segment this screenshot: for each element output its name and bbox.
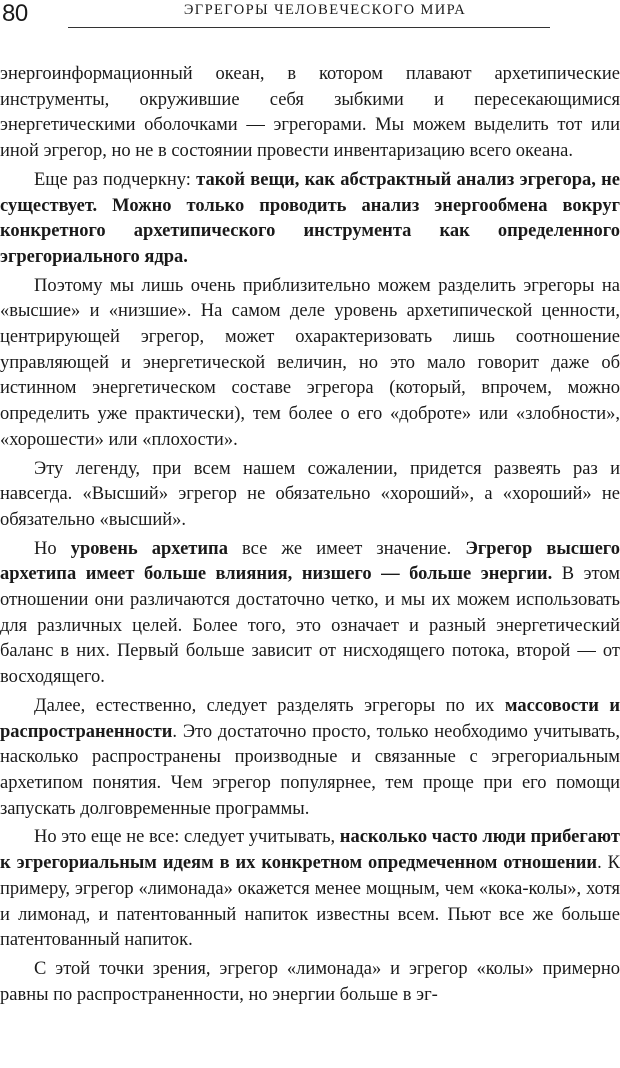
bold-segment: уровень архетипа [70,538,228,559]
text-segment: Эту легенду, при всем нашем сожалении, придется развеять раз и навсегда. «Высший» эгрегор не обязательно «хороший», а «хороший» не обязательно «высший». [0,458,620,530]
running-title: ЭГРЕГОРЫ ЧЕЛОВЕЧЕСКОГО МИРА [183,2,467,18]
paragraph-6 [0,694,620,823]
paragraph-1 [0,62,620,165]
header-rule [68,27,550,28]
page-number: 80 [2,0,28,27]
text-segment: Далее, естественно, следует разделять эгрегоры по их [34,695,505,716]
bold-segment: массовости и распространенности [0,695,620,742]
text-segment: все же имеет значение. [227,538,466,559]
text-segment: . Это достаточно просто, только необходимо учитывать, насколько распространены производные и связанные с эгрегориальным архетипом понятия. Чем эгрегор популярнее, тем проще при его помощи запускать долговременные программы. [0,721,620,819]
text-segment: энергоинформационный океан, в котором плавают архетипические инструменты, окружившие себя зыбкими и пересекающимися энергетическими оболочками — эгрегорами. Мы можем выделить тот или иной эгрегор, но не в состоянии провести инвентаризацию всего океана. [0,64,620,162]
paragraph-4 [0,457,620,534]
paragraph-2 [0,168,620,271]
bold-segment: Эгрегор высшего архетипа имеет больше влияния, низшего — больше энергии. [0,538,620,585]
text-segment: Но [34,538,71,559]
paragraph-7 [0,825,620,954]
text-segment: Но это еще не все: следует учитывать, [34,827,340,848]
text-segment: Еще раз подчеркну: [34,169,197,190]
bold-segment: насколько часто люди прибегают к эгрегориальным идеям в их конкретном опредмеченном отношении [0,827,620,874]
paragraph-8 [0,957,620,1008]
page-header [0,0,620,40]
paragraph-3 [0,274,620,454]
text-segment: . К примеру, эгрегор «лимонада» окажется менее мощным, чем «кока-колы», хотя и лимонад, и патентованный напиток известны всем. Пьют все же больше патентованный напиток. [0,853,620,951]
text-segment: Поэтому мы лишь очень приблизительно можем разделить эгрегоры на «высшие» и «низшие». На самом деле уровень архетипической ценности, центрирующей эгрегор, может охарактеризовать лишь соотношение управляющей и энергетической величин, но это мало говорит даже об истинном энергетическом составе эгрегора (который, впрочем, можно определить уже практически), тем более о его «доброте» или «злобности», «хорошести» или «плохости». [0,275,620,450]
bold-segment: такой вещи, как абстрактный анализ эгрегора, не существует. Можно только проводить анализ энергообмена вокруг конкретного архетипического инструмента как определенного эгрегориального ядра. [0,169,620,267]
text-segment: В этом отношении они различаются достаточно четко, и мы их можем использовать для различных целей. Более того, это означает и разный энергетический баланс в них. Первый больше зависит от нисходящего потока, второй — от восходящего. [0,564,620,688]
text-segment: С этой точки зрения, эгрегор «лимонада» и эгрегор «колы» примерно равны по распространенности, но энергии больше в эг- [0,958,620,1005]
body-text [0,62,620,1011]
paragraph-5 [0,537,620,691]
